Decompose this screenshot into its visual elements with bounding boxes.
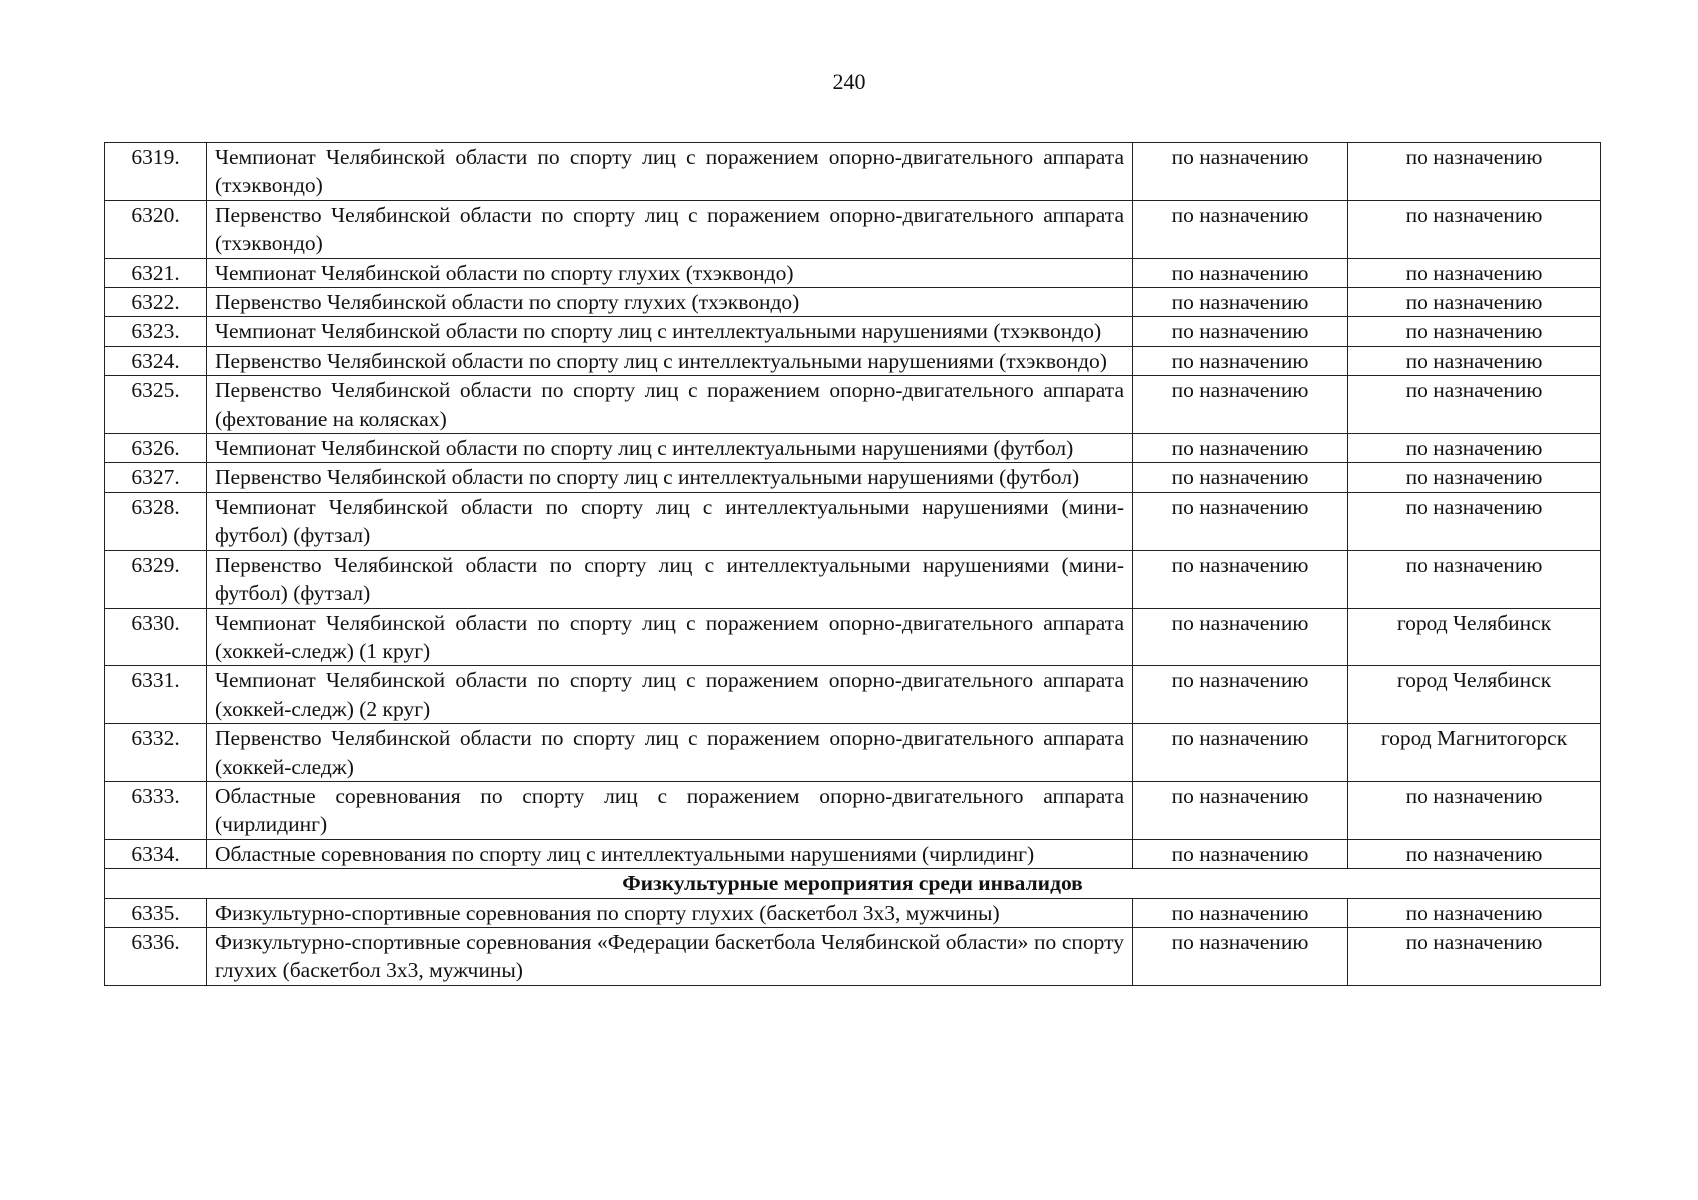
table-row: [105, 898, 1601, 927]
event-name: Физкультурно-спортивные соревнования «Федерации баскетбола Челябинской области» по спорту глухих (баскетбол 3х3, мужчины): [207, 927, 1133, 985]
event-number: 6321.: [105, 258, 207, 287]
event-name: Чемпионат Челябинской области по спорту лиц с интеллектуальными нарушениями (футбол): [207, 434, 1133, 463]
event-name: Первенство Челябинской области по спорту лиц с интеллектуальными нарушениями (мини-футбол) (футзал): [207, 550, 1133, 608]
event-date: по назначению: [1133, 898, 1348, 927]
event-date: по назначению: [1133, 288, 1348, 317]
event-name: Первенство Челябинской области по спорту лиц с интеллектуальными нарушениями (тхэквондо): [207, 346, 1133, 375]
table-row: [105, 258, 1601, 287]
event-place: по назначению: [1348, 781, 1601, 839]
event-number: 6329.: [105, 550, 207, 608]
event-date: по назначению: [1133, 463, 1348, 492]
event-number: 6319.: [105, 143, 207, 201]
event-name: Первенство Челябинской области по спорту лиц с поражением опорно-двигательного аппарата (хоккей-следж): [207, 724, 1133, 782]
event-number: 6335.: [105, 898, 207, 927]
table-row: [105, 143, 1601, 201]
event-place: по назначению: [1348, 898, 1601, 927]
event-name: Чемпионат Челябинской области по спорту лиц с интеллектуальными нарушениями (мини-футбол) (футзал): [207, 492, 1133, 550]
event-place: по назначению: [1348, 927, 1601, 985]
event-date: по назначению: [1133, 143, 1348, 201]
event-number: 6336.: [105, 927, 207, 985]
page-number: 240: [832, 69, 866, 94]
event-date: по назначению: [1133, 608, 1348, 666]
event-name: Физкультурно-спортивные соревнования по спорту глухих (баскетбол 3х3, мужчины): [207, 898, 1133, 927]
event-date: по назначению: [1133, 376, 1348, 434]
table-row: [105, 492, 1601, 550]
event-number: 6323.: [105, 317, 207, 346]
table-row: [105, 434, 1601, 463]
table-row: [105, 550, 1601, 608]
event-date: по назначению: [1133, 550, 1348, 608]
event-number: 6326.: [105, 434, 207, 463]
event-date: по назначению: [1133, 781, 1348, 839]
table-row: [105, 608, 1601, 666]
table-row: [105, 317, 1601, 346]
event-date: по назначению: [1133, 666, 1348, 724]
event-number: 6328.: [105, 492, 207, 550]
event-place: город Челябинск: [1348, 666, 1601, 724]
event-name: Первенство Челябинской области по спорту лиц с поражением опорно-двигательного аппарата (тхэквондо): [207, 200, 1133, 258]
event-number: 6324.: [105, 346, 207, 375]
event-place: по назначению: [1348, 492, 1601, 550]
event-name: Чемпионат Челябинской области по спорту лиц с поражением опорно-двигательного аппарата (хоккей-следж) (1 круг): [207, 608, 1133, 666]
table-row: [105, 346, 1601, 375]
section-title: Физкультурные мероприятия среди инвалидов: [105, 869, 1601, 898]
event-place: по назначению: [1348, 434, 1601, 463]
event-name: Чемпионат Челябинской области по спорту глухих (тхэквондо): [207, 258, 1133, 287]
section-row: [105, 869, 1601, 898]
event-number: 6327.: [105, 463, 207, 492]
table-row: [105, 927, 1601, 985]
event-number: 6322.: [105, 288, 207, 317]
table-row: [105, 839, 1601, 868]
table-row: [105, 781, 1601, 839]
table-row: [105, 376, 1601, 434]
table-row: [105, 724, 1601, 782]
events-table: [104, 142, 1601, 986]
event-place: по назначению: [1348, 376, 1601, 434]
event-number: 6331.: [105, 666, 207, 724]
event-place: по назначению: [1348, 463, 1601, 492]
event-number: 6333.: [105, 781, 207, 839]
event-number: 6320.: [105, 200, 207, 258]
event-date: по назначению: [1133, 200, 1348, 258]
event-name: Первенство Челябинской области по спорту лиц с интеллектуальными нарушениями (футбол): [207, 463, 1133, 492]
event-name: Областные соревнования по спорту лиц с поражением опорно-двигательного аппарата (чирлидинг): [207, 781, 1133, 839]
event-place: по назначению: [1348, 839, 1601, 868]
event-name: Чемпионат Челябинской области по спорту лиц с интеллектуальными нарушениями (тхэквондо): [207, 317, 1133, 346]
event-number: 6325.: [105, 376, 207, 434]
event-place: по назначению: [1348, 200, 1601, 258]
event-name: Первенство Челябинской области по спорту глухих (тхэквондо): [207, 288, 1133, 317]
event-place: город Магнитогорск: [1348, 724, 1601, 782]
event-number: 6334.: [105, 839, 207, 868]
event-place: по назначению: [1348, 317, 1601, 346]
table-row: [105, 666, 1601, 724]
event-name: Первенство Челябинской области по спорту лиц с поражением опорно-двигательного аппарата (фехтование на колясках): [207, 376, 1133, 434]
event-name: Областные соревнования по спорту лиц с интеллектуальными нарушениями (чирлидинг): [207, 839, 1133, 868]
event-date: по назначению: [1133, 927, 1348, 985]
event-place: по назначению: [1348, 143, 1601, 201]
event-name: Чемпионат Челябинской области по спорту лиц с поражением опорно-двигательного аппарата (тхэквондо): [207, 143, 1133, 201]
event-date: по назначению: [1133, 434, 1348, 463]
event-place: по назначению: [1348, 550, 1601, 608]
event-place: по назначению: [1348, 346, 1601, 375]
event-date: по назначению: [1133, 839, 1348, 868]
event-number: 6332.: [105, 724, 207, 782]
event-place: город Челябинск: [1348, 608, 1601, 666]
event-date: по назначению: [1133, 317, 1348, 346]
table-row: [105, 288, 1601, 317]
event-date: по назначению: [1133, 346, 1348, 375]
event-date: по назначению: [1133, 724, 1348, 782]
event-date: по назначению: [1133, 258, 1348, 287]
event-number: 6330.: [105, 608, 207, 666]
events-table-body: [105, 143, 1601, 986]
event-place: по назначению: [1348, 288, 1601, 317]
event-name: Чемпионат Челябинской области по спорту лиц с поражением опорно-двигательного аппарата (хоккей-следж) (2 круг): [207, 666, 1133, 724]
table-row: [105, 463, 1601, 492]
event-place: по назначению: [1348, 258, 1601, 287]
table-row: [105, 200, 1601, 258]
event-date: по назначению: [1133, 492, 1348, 550]
